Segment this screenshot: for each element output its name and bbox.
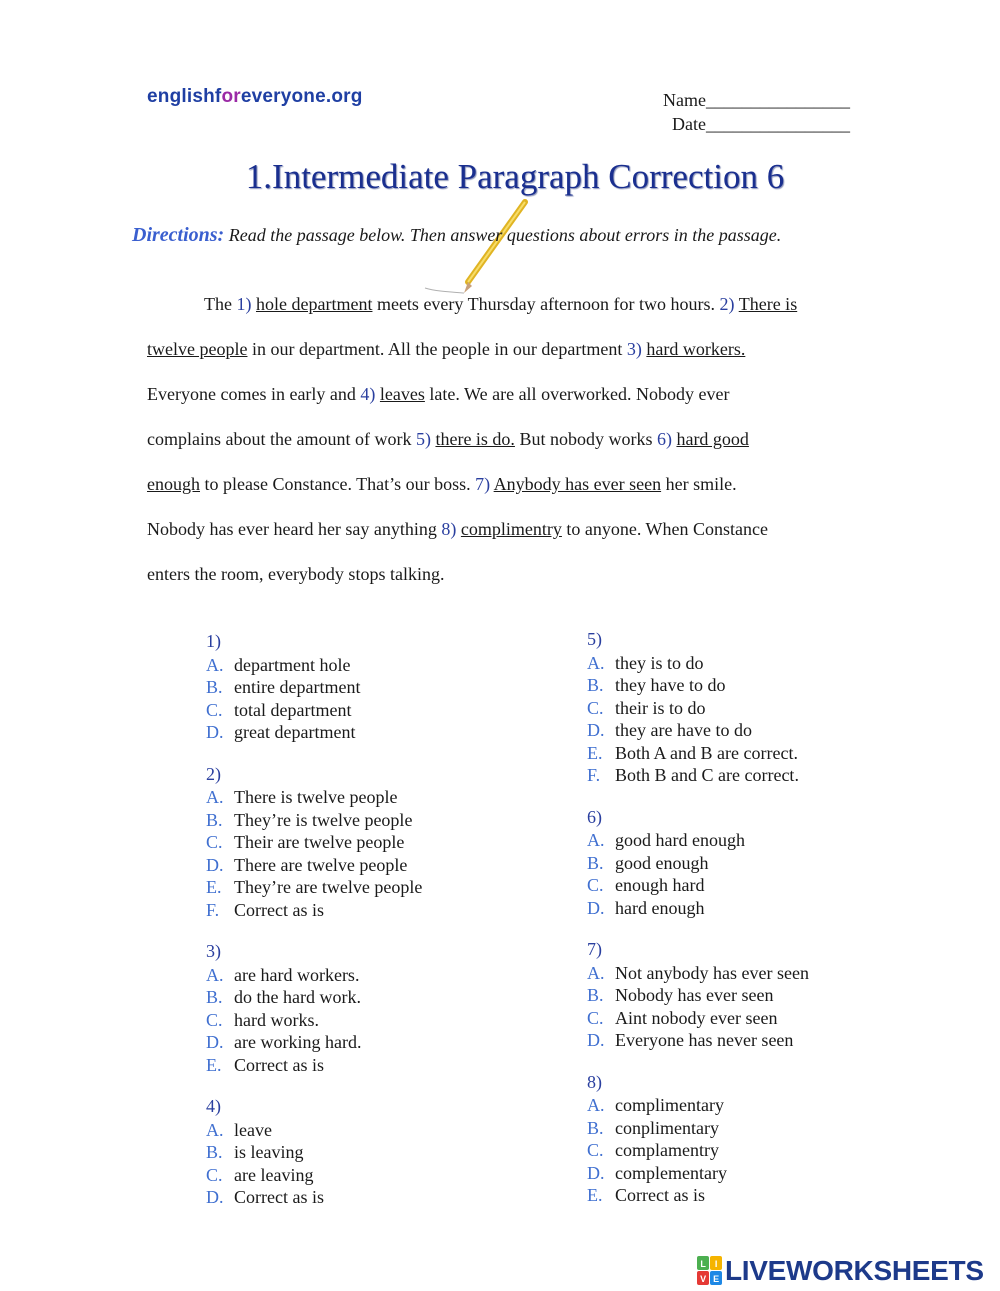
- answer-option[interactable]: A. There is twelve people: [206, 787, 398, 807]
- answer-option[interactable]: D. Everyone has never seen: [587, 1030, 794, 1050]
- answer-option[interactable]: D. complementary: [587, 1162, 727, 1183]
- question-8: [587, 1071, 809, 1207]
- passage-line: enters the room, everybody stops talking.: [147, 564, 445, 584]
- error-5: there is do.: [435, 429, 515, 449]
- answer-option[interactable]: C. are leaving: [206, 1164, 314, 1185]
- questions-right-column: [587, 628, 809, 1207]
- question-3: [206, 940, 422, 1076]
- passage-line: twelve people in our department. All the people in our department 3) hard workers.: [147, 339, 746, 359]
- passage: [147, 282, 855, 597]
- question-number: 1): [206, 631, 221, 651]
- answer-option[interactable]: A. they is to do: [587, 652, 704, 673]
- svg-text:I: I: [714, 1259, 718, 1269]
- answer-option[interactable]: B. Nobody has ever seen: [587, 985, 774, 1005]
- questions-left-column: [206, 630, 422, 1209]
- answer-option[interactable]: A. are hard workers.: [206, 964, 360, 985]
- answer-option[interactable]: B. they have to do: [587, 675, 726, 695]
- blank-number-2: 2): [719, 294, 735, 314]
- passage-line: Everyone comes in early and 4) leaves late. We are all overworked. Nobody ever: [147, 384, 730, 404]
- answer-option[interactable]: C. enough hard: [587, 875, 705, 895]
- answer-option[interactable]: A. complimentary: [587, 1095, 724, 1115]
- error-7: Anybody has ever seen: [493, 474, 662, 494]
- blank-number-7: 7): [475, 474, 491, 494]
- answer-option[interactable]: C. complamentry: [587, 1140, 719, 1160]
- liveworksheets-logo[interactable]: [697, 1255, 984, 1287]
- question-number: 7): [587, 939, 602, 959]
- answer-option[interactable]: B. They’re is twelve people: [206, 809, 413, 830]
- answer-option[interactable]: E. They’re are twelve people: [206, 877, 423, 897]
- blank-number-1: 1): [236, 294, 252, 314]
- question-5: [587, 628, 809, 787]
- answer-option[interactable]: C. Their are twelve people: [206, 832, 405, 852]
- answer-option[interactable]: D. great department: [206, 722, 356, 742]
- question-number: 4): [206, 1096, 221, 1116]
- answer-option[interactable]: B. do the hard work.: [206, 987, 361, 1007]
- blank-number-4: 4): [360, 384, 376, 404]
- page-title: 1.Intermediate Paragraph Correction 6: [245, 157, 785, 196]
- directions-label: Directions:: [132, 224, 225, 246]
- directions-text: Read the passage below. Then answer questions about errors in the passage.: [224, 225, 782, 245]
- blank-number-5: 5): [415, 429, 431, 449]
- blank-number-3: 3): [626, 339, 642, 359]
- answer-option[interactable]: F. Both B and C are correct.: [587, 765, 799, 785]
- date-field[interactable]: Date________________: [672, 114, 850, 134]
- error-8: complimentry: [460, 519, 562, 539]
- answer-option[interactable]: A. Not anybody has ever seen: [587, 962, 809, 983]
- question-6: [587, 806, 809, 920]
- liveworksheets-logo-icon: [697, 1256, 723, 1286]
- error-1: hole department: [255, 294, 373, 314]
- answer-option[interactable]: C. Aint nobody ever seen: [587, 1007, 778, 1028]
- answer-option[interactable]: C. their is to do: [587, 697, 706, 718]
- svg-text:V: V: [700, 1274, 706, 1284]
- question-number: 5): [587, 629, 602, 649]
- directions: [132, 224, 781, 247]
- passage-line: The 1) hole department meets every Thursday afternoon for two hours. 2) There is: [204, 294, 798, 314]
- answer-option[interactable]: B. good enough: [587, 852, 709, 873]
- site-logo-text[interactable]: englishforeveryone.org: [147, 86, 363, 107]
- answer-option[interactable]: C. hard works.: [206, 1009, 319, 1030]
- error-6: hard good: [676, 429, 749, 449]
- logo-text: LIVEWORKSHEETS: [725, 1255, 984, 1286]
- passage-line: complains about the amount of work 5) there is do. But nobody works 6) hard good: [147, 429, 749, 449]
- answer-option[interactable]: D. There are twelve people: [206, 854, 408, 875]
- passage-line: Nobody has ever heard her say anything 8) complimentry to anyone. When Constance: [147, 519, 769, 539]
- question-7: [587, 938, 809, 1052]
- blank-number-8: 8): [441, 519, 457, 539]
- name-field[interactable]: Name________________: [663, 90, 850, 110]
- answer-option[interactable]: A. leave: [206, 1119, 272, 1140]
- answer-option[interactable]: E. Correct as is: [206, 1054, 324, 1075]
- answer-option[interactable]: D. Correct as is: [206, 1187, 324, 1207]
- question-number: 3): [206, 941, 221, 961]
- answer-option[interactable]: D. are working hard.: [206, 1032, 362, 1052]
- answer-option[interactable]: E. Correct as is: [587, 1185, 705, 1205]
- error-2: There is: [738, 294, 798, 314]
- answer-option[interactable]: C. total department: [206, 699, 352, 720]
- question-number: 6): [587, 806, 602, 827]
- blank-number-6: 6): [656, 429, 672, 449]
- error-4: leaves: [379, 384, 425, 404]
- answer-option[interactable]: B. entire department: [206, 677, 361, 697]
- answer-option[interactable]: E. Both A and B are correct.: [587, 742, 798, 763]
- question-2: [206, 763, 422, 922]
- answer-option[interactable]: D. hard enough: [587, 897, 705, 918]
- error-3: hard workers.: [646, 339, 746, 359]
- answer-option[interactable]: D. they are have to do: [587, 720, 752, 740]
- answer-option[interactable]: F. Correct as is: [206, 899, 324, 920]
- error-2-cont: twelve people: [147, 339, 248, 359]
- name-date-block: [663, 88, 850, 136]
- question-4: [206, 1095, 422, 1209]
- question-number: 2): [206, 763, 221, 784]
- question-1: [206, 630, 422, 744]
- svg-text:L: L: [700, 1259, 706, 1269]
- answer-option[interactable]: A. good hard enough: [587, 830, 745, 850]
- answer-option[interactable]: B. conplimentary: [587, 1117, 719, 1138]
- question-number: 8): [587, 1071, 602, 1092]
- answer-option[interactable]: B. is leaving: [206, 1142, 304, 1162]
- error-6-cont: enough: [147, 474, 200, 494]
- passage-line: enough to please Constance. That’s our boss. 7) Anybody has ever seen her smile.: [147, 474, 737, 494]
- answer-option[interactable]: A. department hole: [206, 654, 351, 675]
- svg-text:E: E: [713, 1274, 719, 1284]
